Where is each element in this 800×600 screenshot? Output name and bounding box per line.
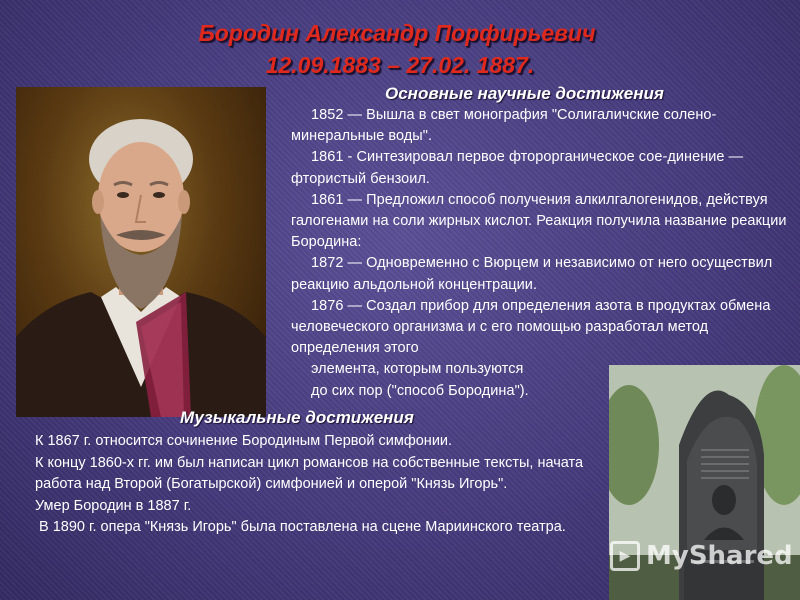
science-item-1872: 1872 — Одновременно с Вюрцем и независимо от него осуществил реакцию альдольной концентрации. [291,255,773,293]
science-text [291,105,797,402]
music-heading: Музыкальные достижения [180,408,414,427]
music-item-first-symphony: К 1867 г. относится сочинение Бородиным Первой симфонии. [35,433,453,449]
science-item-1852: 1852 — Вышла в свет монография "Солигаличские солено-минеральные воды". [291,107,717,145]
music-item-prince-igor: В 1890 г. опера "Князь Игорь" была поставлена на сцене Мариинского театра. [39,519,566,536]
portrait-drawing [16,87,266,417]
watermark [610,536,793,576]
title-dates: 12.09.1883 – 27.02. 1887. [265,52,535,78]
music-item-death: Умер Бородин в 1887 г. [35,497,192,514]
science-item-1876: 1876 — Создал прибор для определения азота в продуктах обмена человеческого организма и с его помощью разработал метод определения этого [291,297,771,357]
presentation-icon: ▶ [610,541,640,571]
music-item-romances: К концу 1860-х гг. им был написан цикл романсов на собственные тексты, начата работа над Второй (Богатырской) симфонией и оперой "Князь Игорь". [35,454,584,493]
science-item-1861-fluorine: 1861 - Синтезировал первое фторорганическое сое-динение — фтористый бензоил. [291,149,744,187]
title-name: Бородин Александр Порфирьевич [198,20,596,46]
watermark-text: MyShared [646,541,793,571]
portrait-image [16,87,266,417]
science-heading: Основные научные достижения [385,84,664,103]
science-item-1876-continuation: элемента, которым пользуются [311,361,524,378]
science-item-1876-ending: до сих пор ("способ Бородина"). [311,382,529,399]
science-item-1861-alkyl-halides: 1861 — Предложил способ получения алкилгалогенидов, действуя галогенами на соли жирных кислот. Реакция получила название реакции Бородина: [291,191,787,251]
music-text [35,431,605,539]
